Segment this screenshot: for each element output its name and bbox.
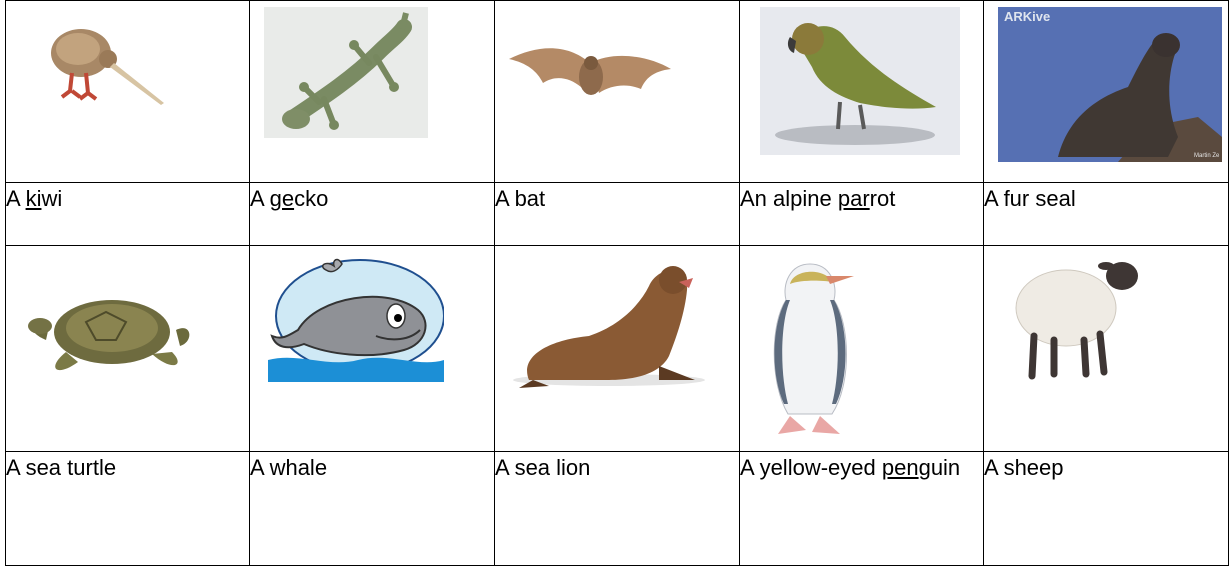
kiwi-image-cell — [6, 1, 250, 183]
fur-seal-image — [998, 7, 1222, 162]
image-row-1 — [6, 1, 1229, 183]
yellow-eyed-penguin-image-cell — [740, 246, 984, 452]
whale-image — [268, 256, 444, 386]
whale-image-cell — [250, 246, 495, 452]
yellow-eyed-penguin-label-cell — [740, 452, 984, 566]
sea-turtle-label: A sea turtle — [6, 455, 117, 480]
kiwi-label: A kiwi — [6, 186, 63, 211]
alpine-parrot-label: An alpine parrot — [740, 186, 896, 211]
kiwi-image — [36, 11, 176, 111]
fur-seal-label: A fur seal — [984, 186, 1076, 211]
sea-turtle-label-cell — [6, 452, 250, 566]
gecko-image — [264, 7, 428, 138]
sea-lion-label: A sea lion — [495, 455, 591, 480]
kiwi-label-cell — [6, 183, 250, 246]
bat-image-cell — [495, 1, 740, 183]
whale-label: A whale — [250, 455, 328, 480]
gecko-image-cell — [250, 1, 495, 183]
animal-vocabulary-table — [5, 0, 1229, 566]
gecko-label: A gecko — [250, 186, 329, 211]
sea-lion-image — [509, 256, 705, 392]
image-row-2 — [6, 246, 1229, 452]
gecko-label-cell — [250, 183, 495, 246]
yellow-eyed-penguin-label: A yellow-eyed penguin — [740, 455, 961, 480]
sheep-image-cell — [984, 246, 1229, 452]
sea-turtle-image-cell — [6, 246, 250, 452]
fur-seal-label-cell — [984, 183, 1229, 246]
alpine-parrot-image — [760, 7, 960, 155]
whale-label-cell — [250, 452, 495, 566]
yellow-eyed-penguin-image — [760, 254, 860, 440]
sheep-label-cell — [984, 452, 1229, 566]
bat-label: A bat — [495, 186, 546, 211]
label-row-2 — [6, 452, 1229, 566]
alpine-parrot-image-cell — [740, 1, 984, 183]
sheep-image — [1014, 256, 1144, 384]
fur-seal-image-cell — [984, 1, 1229, 183]
label-row-1 — [6, 183, 1229, 246]
sheep-label: A sheep — [984, 455, 1064, 480]
sea-turtle-image — [26, 282, 192, 382]
sea-lion-image-cell — [495, 246, 740, 452]
bat-label-cell — [495, 183, 740, 246]
photo-credit-text: Martin Ze — [1194, 153, 1220, 159]
arkive-logo-text: ARKive — [1004, 9, 1051, 24]
alpine-parrot-label-cell — [740, 183, 984, 246]
sea-lion-label-cell — [495, 452, 740, 566]
bat-image — [507, 41, 673, 103]
